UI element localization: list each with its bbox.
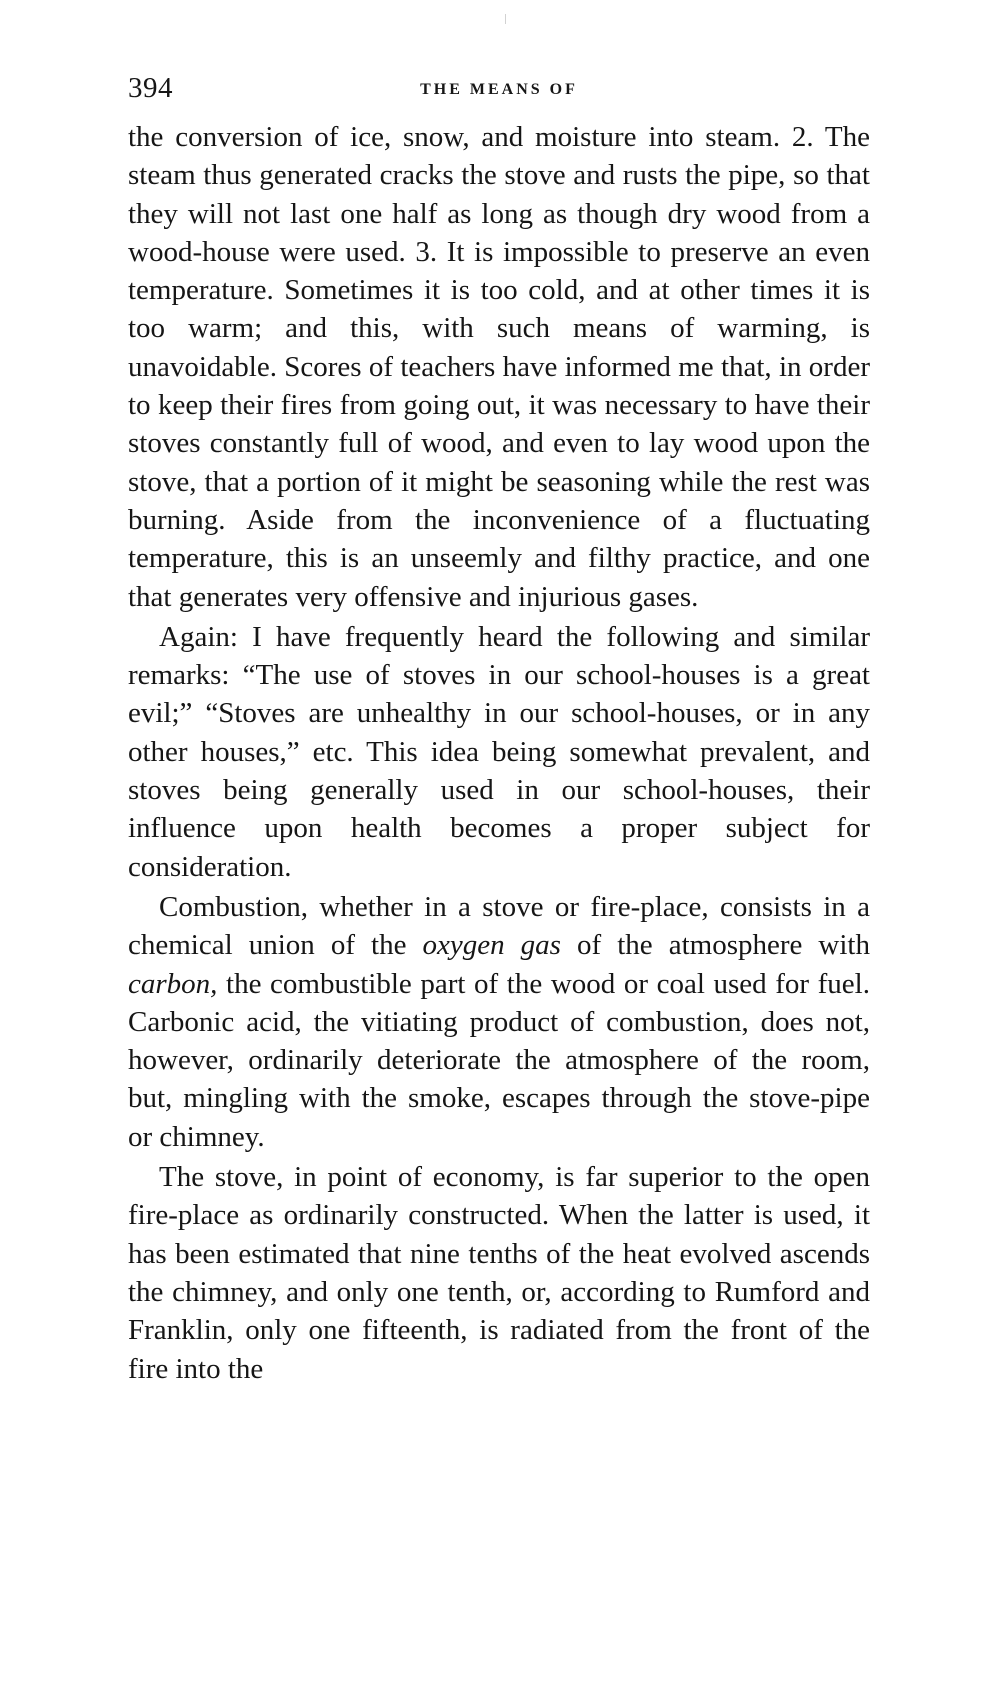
paragraph-3-part-2: of the atmosphere with — [560, 929, 870, 962]
emphasis-carbon: carbon, — [128, 967, 218, 1000]
paragraph-3 — [128, 888, 870, 1156]
paragraph-2: Again: I have frequently heard the following and similar remarks: “The use of stoves in our school-houses is a great evil;” “Stoves are unhealthy in our school-houses, or in any other houses,” etc. This idea being somewhat prevalent, and stoves being generally used in our school-houses, their influence upon health becomes a proper subject for consideration. — [128, 620, 870, 883]
paragraph-3-part-1: Combustion, whether in a stove or fire-place, consists in a chemical union of the — [128, 890, 870, 962]
scan-mark — [505, 14, 506, 24]
page-number: 394 — [128, 72, 173, 104]
paragraph-1: the conversion of ice, snow, and moisture into steam. 2. The steam thus generated cracks the stove and rusts the pipe, so that they will not last one half as long as though dry wood from a wood-house were used. 3. It is impossible to preserve an even temperature. Sometimes it is too cold, and at other times it is too warm; and this, with such means of warming, is unavoidable. Scores of teachers have informed me that, in order to keep their fires from going out, it was necessary to have their stoves constantly full of wood, and even to lay wood upon the stove, that a portion of it might be seasoning while the rest was burning. Aside from the inconvenience of a fluctuating temperature, this is an unseemly and filthy practice, and one that generates very offensive and injurious gases. — [128, 121, 870, 613]
paragraph-3-part-3: the combustible part of the wood or coal used for fuel. Carbonic acid, the vitiating product of combustion, does not, however, ordinarily deteriorate the atmosphere of the room, but, mingling with the smoke, escapes through the stove-pipe or chimney. — [128, 967, 870, 1153]
body-text — [128, 118, 870, 1388]
emphasis-oxygen-gas: oxygen gas — [422, 929, 561, 962]
page-header — [128, 72, 870, 108]
running-head: THE MEANS OF — [420, 81, 578, 98]
paragraph-4: The stove, in point of economy, is far superior to the open fire-place as ordinarily constructed. When the latter is used, it has been estimated that nine tenths of the heat evolved ascends the chimney, and only one tenth, or, according to Rumford and Franklin, only one fifteenth, is radiated from the front of the fire into the — [128, 1161, 870, 1385]
